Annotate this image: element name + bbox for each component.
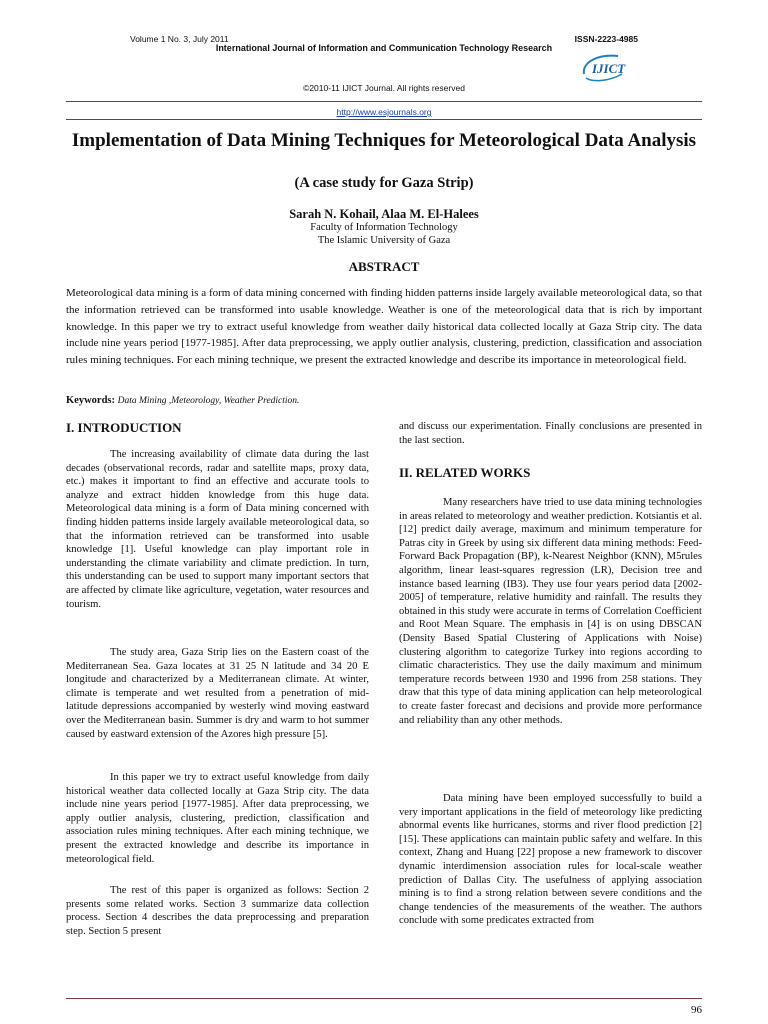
issn: ISSN-2223-4985: [574, 34, 638, 44]
intro-paragraph-4-continued: and discuss our experimentation. Finally conclusions are presented in the last section.: [399, 421, 702, 446]
journal-logo: [578, 52, 636, 84]
intro-paragraph-3: In this paper we try to extract useful knowledge from daily historical weather data collected locally at Gaza Strip city. The data include nine years period [1977-1985]. After data preprocessing, we apply outlier analysis, clustering, prediction, classification and association rules mining techniques. After each mining technique, we present the extracted knowledge and describe its importance in meteorological field.: [66, 772, 369, 865]
paper-title: Implementation of Data Mining Techniques for Meteorological Data Analysis: [71, 130, 697, 151]
keywords: [66, 395, 299, 406]
authors: Sarah N. Kohail, Alaa M. El-Halees: [289, 207, 479, 221]
page-number: 96: [691, 1004, 702, 1016]
intro-paragraph-4: The rest of this paper is organized as follows: Section 2 presents some related works. Section 3 summarize data collection process. Section 4 describes the data preprocessing and preparation step. Section 5 present: [66, 885, 369, 937]
affiliation: [0, 222, 768, 247]
copyright: ©2010-11 IJICT Journal. All rights reserved: [303, 83, 465, 93]
related-paragraph-1: Many researchers have tried to use data mining technologies in areas related to meteorology and weather prediction. Kotsiantis et al. [12] predict daily average, maximum and minimum temperature for Patras city in Greek by using six different data mining methods: Feed-Forward Back Propagation (BP), k-Nearest Neighbor (KNN), M5rules algorithm, linear least-squares regression (LR), Decision tree and instance based learning (IB3). They use four years period data [2002-2005] of temperature, relative humidity and rainfall. The results they obtained in this study were accurate in terms of Correlation Coefficient and Root Mean Square. The emphasis in [4] is on using DBSCAN (Density Based Spatial Clustering of Applications with Noise) clustering algorithm to categorize Turkey into regions according to climatic characteristics. They use the daily maximum and minimum temperature records between 1930 and 1996 from 258 stations. They draw that this type of data mining application can help meteorological to create faster forecast and decisions and provide more performance and reliability than any other methods.: [399, 497, 702, 726]
intro-paragraph-2: The study area, Gaza Strip lies on the Eastern coast of the Mediterranean Sea. Gaza locates at 31 25 N latitude and 34 20 E longitude and characterized by a Mediterranean climate. At winter, climate is temperate and wet resulted from a penetration of mid-latitude depressions accompanied by westerly wind moving eastward over the Mediterranean basin. Summer is dry and warm to hot summer caused by eastward extension of the Azores high pressure [5].: [66, 647, 369, 740]
journal-name: International Journal of Information and Communication Technology Research: [215, 43, 553, 53]
intro-paragraph-1: The increasing availability of climate data during the last decades (observational records, radar and satellite maps, proxy data, etc.) makes it important to find an effective and accurate tools to analyze and extract hidden knowledge from this huge data. Meteorological data mining is a form of Data mining concerned with finding hidden patterns inside largely available meteorological data, so that the information retrieved can be transformed into usable knowledge [1]. Useful knowledge can play important role in understanding the climate variability and climate prediction. In turn, this understanding can be used to support many important sectors that are affected by climate like agriculture, vegetation, water resources and tourism.: [66, 449, 369, 610]
abstract-text: Meteorological data mining is a form of data mining concerned with finding hidden patterns inside largely available meteorological data, so that the information retrieved can be transformed into usable knowledge. Weather is one of the meteorological data that is rich by important knowledge. In this paper we try to extract useful knowledge from weather daily historical data collected locally at Gaza Strip city. The data include nine years period [1977-1985]. After data preprocessing, we apply outlier analysis, clustering, prediction, classification and association rules mining techniques. For each mining technique, we present the extracted knowledge and describe its importance in meteorological field.: [66, 287, 702, 367]
intro-heading: I. INTRODUCTION: [66, 420, 182, 435]
footer-rule: [66, 998, 702, 999]
journal-url-link[interactable]: http://www.esjournals.org: [336, 107, 432, 117]
abstract-heading: ABSTRACT: [348, 259, 420, 274]
header-rule: [66, 119, 702, 120]
keywords-label: Keywords:: [66, 395, 115, 406]
affiliation-university: The Islamic University of Gaza: [317, 234, 451, 246]
header-rule: [66, 101, 702, 102]
logo-text: IJICT: [592, 61, 626, 76]
related-works-heading: II. RELATED WORKS: [399, 465, 531, 480]
paper-subtitle: (A case study for Gaza Strip): [294, 175, 474, 191]
volume-info: Volume 1 No. 3, July 2011: [130, 34, 229, 44]
keywords-text: Data Mining ,Meteorology, Weather Prediction.: [117, 396, 300, 406]
affiliation-faculty: Faculty of Information Technology: [310, 222, 458, 233]
related-paragraph-2: Data mining have been employed successfully to build a very important applications in the field of meteorology like predicting abnormal events like hurricanes, storms and river flood prediction [2][15]. These applications can maintain public safety and welfare. In this context, Zhang and Huang [22] propose a new framework to discover dynamic interdimension association rules for local-scale weather prediction of Dallas City. The usefulness of applying association mining is to find a strong relation between severe conditions and the change tendencies of the measurements of the weather. The authors conclude with some predicates extracted from: [399, 793, 702, 927]
